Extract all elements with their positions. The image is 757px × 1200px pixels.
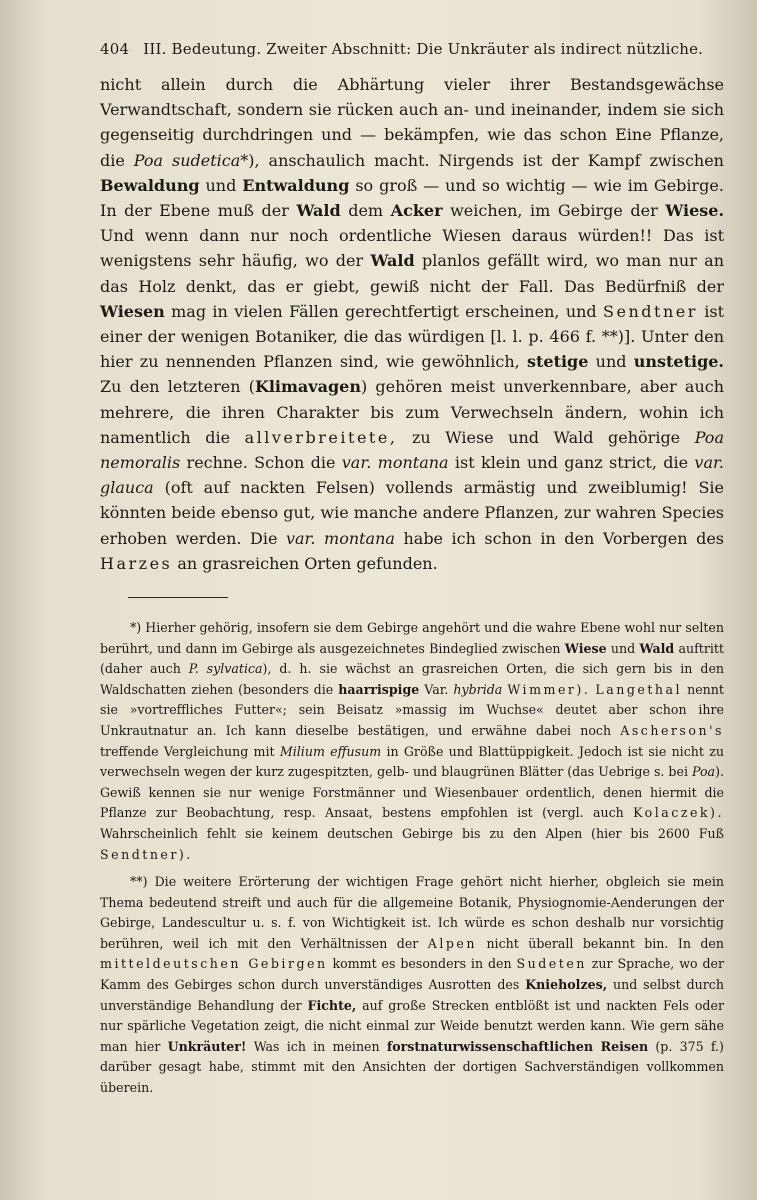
spaced-name: Harzes xyxy=(100,553,173,573)
italic-term: var. montana xyxy=(285,528,395,548)
spaced-name: Alpen xyxy=(427,935,477,951)
text-run: Und wenn dann nur noch ordentliche Wiesen daraus würden!! Das ist wenigstens sehr häufig, wo der xyxy=(100,226,724,271)
text-run: Was ich in meinen xyxy=(253,1038,380,1054)
bold-term: Klimavagen xyxy=(254,377,361,397)
bold-term: Wald xyxy=(639,640,675,656)
text-run: ). Gewiß kennen sie nur wenige Forstmänner und Wiesenbauer ordentlich, denen hiermit die Pflanze zur Beobachtung, resp. Ansaat, bestens empfohlen ist (vergl. auch xyxy=(100,764,724,821)
text-run: so groß — und so wichtig — wie im Gebirge. In der Ebene muß der xyxy=(100,175,724,221)
text-run: (oft auf nackten Felsen) vollends armästig und zweiblumig! Sie könnten beide ebenso gut, wie manche andere Pflanzen, zur wahren Species erhoben werden. Die xyxy=(100,478,725,548)
bold-term: forstnaturwissenschaftlichen Reisen xyxy=(386,1038,649,1054)
text-run: (p. 375 f.) darüber gesagt habe, stimmt mit den Ansichten der dortigen Sachverständigen vollkommen überein. xyxy=(100,1038,724,1095)
main-paragraph xyxy=(100,72,724,576)
bold-term: Unkräuter! xyxy=(167,1038,247,1054)
bold-term: Acker xyxy=(390,201,443,221)
italic-term: Milium effusum xyxy=(279,743,382,759)
spaced-name: Sendtner). xyxy=(100,846,193,862)
footnote-2 xyxy=(100,872,724,1099)
spaced-name: Kolaczek). xyxy=(633,805,724,821)
italic-term: Poa nemoralis xyxy=(100,427,724,473)
bold-term: Wald xyxy=(370,251,415,271)
bold-term: Wiese. xyxy=(665,201,725,221)
footnote-1 xyxy=(100,618,724,865)
text-run: Zu den letzteren ( xyxy=(100,377,255,397)
text-run: nicht allein durch die Abhärtung vieler ihrer Bestandsgewächse Verwandtschaft, sondern sie rücken auch an- und ineinander, indem sie sich gegenseitig durchdringen und — bekämpfen, wie das schon Eine Pflanze, die xyxy=(100,75,724,170)
footnote-rule xyxy=(128,597,228,598)
running-head xyxy=(100,40,704,58)
text-run: **) Die weitere Erörterung der wichtigen Frage gehört nicht hierher, obgleich sie mein Thema bedeutend streift und auch für die allgemeine Botanik, Physiognomie-Aenderungen der Gebirge, Landescultur u. s. f. von Wichtigkeit ist. Ich würde es schon deshalb nur vorsichtig berühren, weil ich mit den Verhältnissen der xyxy=(100,874,724,951)
spaced-name: Sendtner xyxy=(603,301,698,321)
bold-term: Fichte, xyxy=(307,997,357,1013)
text-run: dem xyxy=(348,201,384,221)
main-text xyxy=(100,72,724,576)
spaced-name: mitteldeutschen Gebirgen xyxy=(100,956,328,972)
spaced-name: Sudeten xyxy=(516,956,587,972)
italic-term: hybrida xyxy=(453,681,503,697)
text-run: und selbst durch unverständige Behandlung der xyxy=(100,976,724,1013)
running-title: III. Bedeutung. Zweiter Abschnitt: Die Unkräuter als indirect nützliche. xyxy=(143,40,704,58)
italic-term: var. glauca xyxy=(100,453,724,498)
text-run: treffende Vergleichung mit xyxy=(100,743,275,759)
text-run: nennt sie »vortreffliches Futter«; sein Beisatz »massig im Wuchse« deutet aber schon ihre Unkrautnatur an. Ich kann dieselbe bestätigen, und erwähne dabei noch xyxy=(100,681,724,738)
text-run: mag in vielen Fällen gerechtfertigt erscheinen, und xyxy=(171,301,597,321)
text-run: Var. xyxy=(424,681,449,697)
bold-term: Wiesen xyxy=(100,301,165,321)
bold-term: Bewaldung xyxy=(100,175,200,195)
text-run: *), anschaulich macht. Nirgends ist der Kampf zwischen xyxy=(240,150,724,170)
text-run: ), d. h. sie wächst an grasreichen Orten, die sich gern bis in den Waldschatten ziehen (besonders die xyxy=(100,661,725,697)
bold-term: stetige xyxy=(527,352,589,372)
bold-term: unstetige. xyxy=(633,352,724,372)
bold-term: Knieholzes, xyxy=(525,976,608,992)
spaced-name: allverbreitete, xyxy=(244,427,398,447)
spaced-name: Langethal xyxy=(595,681,683,697)
text-run: nicht überall bekannt bin. In den xyxy=(486,935,724,951)
page-number: 404 xyxy=(100,40,130,58)
text-run: ist einer der wenigen Botaniker, die das würdigen [l. l. p. 466 f. **)]. Unter den hier zu nennenden Pflanzen sind, wie gewöhnlich, xyxy=(100,301,724,372)
text-run: auf große Strecken entblößt ist und nackten Fels oder nur spärliche Vegetation zeigt, die nicht einmal zur Weide benutzt werden kann. Wie gern sähe man hier xyxy=(100,997,724,1054)
italic-term: P. sylvatica xyxy=(188,661,263,677)
italic-term: Poa sudetica xyxy=(133,150,241,170)
text-run: zur Sprache, wo der Kamm des Gebirges schon durch unverständiges Ausrotten des xyxy=(100,956,724,992)
text-run: an grasreichen Orten gefunden. xyxy=(177,553,438,573)
text-run: *) Hierher gehörig, insofern sie dem Gebirge angehört und die wahre Ebene wohl nur selten berührt, und dann im Gebirge als ausgezeichnetes Bindeglied zwischen xyxy=(100,620,724,656)
text-run: in Größe und Blattüppigkeit. Jedoch ist sie nicht zu verwechseln wegen der kurz zugespitzten, gelb- und blaugrünen Blätter (das Uebrige s. bei xyxy=(100,743,724,780)
text-run: auftritt (daher auch xyxy=(100,640,724,677)
text-run: und xyxy=(205,175,237,195)
text-run: und xyxy=(595,352,627,372)
text-run: habe ich schon in den Vorbergen des xyxy=(403,528,725,548)
bold-term: Wiese xyxy=(564,640,607,656)
text-run: weichen, im Gebirge der xyxy=(450,201,658,221)
text-run: planlos gefällt wird, wo man nur an das Holz denkt, das er giebt, gewiß nicht der Fall. Das Bedürfniß der xyxy=(100,251,725,296)
bold-term: haarrispige xyxy=(338,681,420,697)
text-run: kommt es besonders in den xyxy=(332,956,512,972)
text-run: zu Wiese und Wald gehörige xyxy=(411,427,681,447)
italic-term: var. montana xyxy=(341,453,449,473)
text-run: Wahrscheinlich fehlt sie keinem deutschen Gebirge bis zu den Alpen (hier bis 2600 Fuß xyxy=(100,825,724,841)
spaced-name: Ascherson's xyxy=(620,722,724,738)
text-run: ist klein und ganz strict, die xyxy=(454,453,689,473)
text-run: ) gehören meist unverkennbare, aber auch mehrere, die ihren Charakter bis zum Verwechseln ändern, wohin ich namentlich die xyxy=(100,377,725,447)
bold-term: Wald xyxy=(296,201,341,221)
bold-term: Entwaldung xyxy=(242,175,350,195)
text-run: und xyxy=(610,640,636,656)
text-run: rechne. Schon die xyxy=(186,453,336,473)
spaced-name: Wimmer). xyxy=(507,681,591,697)
italic-term: Poa xyxy=(692,764,716,780)
